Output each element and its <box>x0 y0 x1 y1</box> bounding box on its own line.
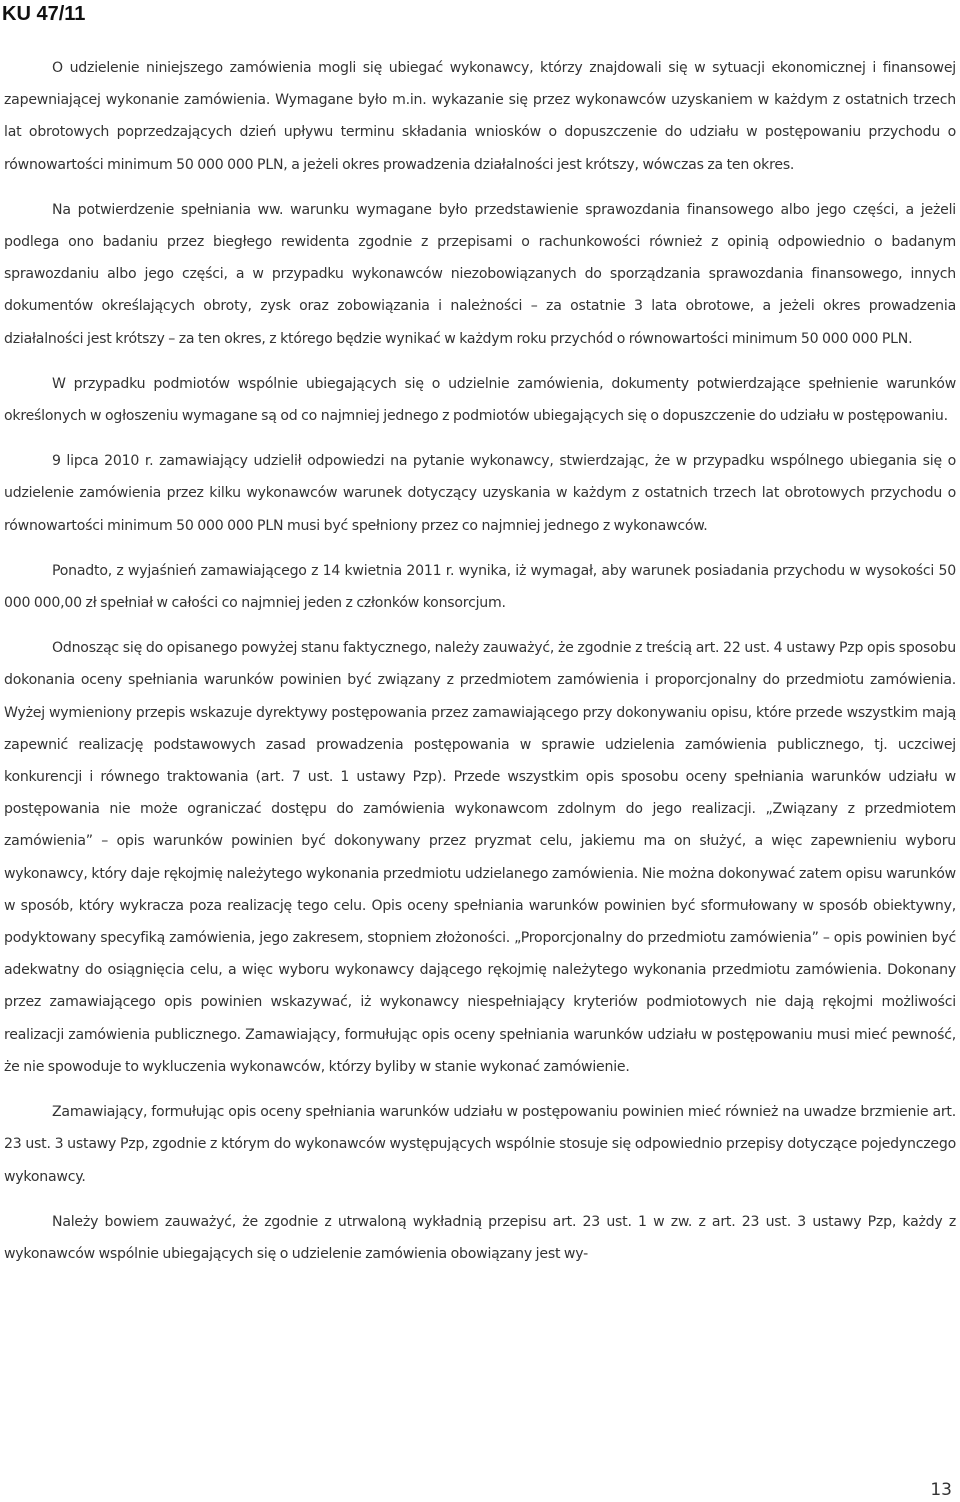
paragraph-eligibility: O udzielenie niniejszego zamówienia mogli się ubiegać wykonawcy, którzy znajdowali się w sytuacji ekonomicznej i finansowej zapewniającej wykonanie zamówienia. Wymagane było m.in. wykazanie się przez wykonawców uzyskaniem w każdym z ostatnich trzech lat obrotowych poprzedzających dzień upływu terminu składania wniosków o dopuszczenie do udziału w postępowaniu przychodu o równowartości minimum 50 000 000 PLN, a jeżeli okres prowadzenia działalności jest krótszy, wówczas za ten okres. <box>4 60 956 173</box>
paragraph-joint-bidders: W przypadku podmiotów wspólnie ubiegających się o udzielnie zamówienia, dokumenty potwierdzające spełnienie warunków określonych w ogłoszeniu wymagane są od co najmniej jednego z podmiotów ubiegających się o dopuszczenie do udziału w postępowaniu. <box>4 375 956 425</box>
page-number: 13 <box>930 1480 952 1500</box>
paragraph-explanation-2011: Ponadto, z wyjaśnień zamawiającego z 14 kwietnia 2011 r. wynika, iż wymagał, aby warunek posiadania przychodu w wysokości 50 000 000,00 zł spełniał w całości co najmniej jeden z członków konsorcjum. <box>4 562 956 612</box>
paragraph-legal-analysis: Odnosząc się do opisanego powyżej stanu faktycznego, należy zauważyć, że zgodnie z treścią art. 22 ust. 4 ustawy Pzp opis sposobu dokonania oceny spełniania warunków powinien być związany z przedmiotem zamówienia i proporcjonalny do przedmiotu zamówienia. Wyżej wymieniony przepis wskazuje dyrektywy postępowania przez zamawiającego przy dokonywaniu opisu, które przede wszystkim mają zapewnić realizację podstawowych zasad prowadzenia postępowania w sprawie udzielenia zamówienia publicznego, tj. uczciwej konkurencji i równego traktowania (art. 7 ust. 1 ustawy Pzp). Przede wszystkim opis sposobu oceny spełniania warunków udziału w postępowania nie może ograniczać dostępu do zamówienia wykonawcom zdolnym do jego realizacji. „Związany z przedmiotem zamówienia” – opis warunków powinien być dokonywany przez pryzmat celu, jakiemu ma on służyć, a więc zapewnieniu wyboru wykonawcy, który daje rękojmię należytego wykonania przedmiotu udzielanego zamówienia. Nie można dokonywać zatem opisu warunków w sposób, który wykracza poza realizację tego celu. Opis oceny spełniania warunków powinien być sformułowany w sposób obiektywny, podyktowany specyfiką zamówienia, jego zakresem, stopniem złożoności. „Proporcjonalny do przedmiotu zamówienia” – opis powinien być adekwatny do osiągnięcia celu, a więc wyboru wykonawcy dającego rękojmię należytego wykonania przedmiotu zamówienia. Dokonany przez zamawiającego opis powinien wskazywać, iż wykonawcy niespełniający kryteriów podmiotowych nie dają rękojmi możliwości realizacji zamówienia publicznego. Zamawiający, formułując opis oceny spełniania warunków udziału w postępowaniu musi mieć pewność, że nie spowoduje to wykluczenia wykonawców, którzy byliby w stanie wykonać zamówienie. <box>4 640 956 1075</box>
paragraph-art-23-ust-3: Zamawiający, formułując opis oceny spełniania warunków udziału w postępowaniu powinien mieć również na uwadze brzmienie art. 23 ust. 3 ustawy Pzp, zgodnie z którym do wykonawców występujących wspólnie stosuje się odpowiednio przepisy dotyczące pojedynczego wykonawcy. <box>4 1104 956 1185</box>
document-body <box>4 52 956 1270</box>
paragraph-required-documents: Na potwierdzenie spełniania ww. warunku wymagane było przedstawienie sprawozdania finansowego albo jego części, a jeżeli podlega ono badaniu przez biegłego rewidenta zgodnie z przepisami o rachunkowości również z opinią odpowiednio o badanym sprawozdaniu albo jego części, a w przypadku wykonawców niezobowiązanych do sporządzania sprawozdania finansowego, innych dokumentów określających obroty, zysk oraz zobowiązania i należności – za ostatnie 3 lata obrotowe, a jeżeli okres prowadzenia działalności jest krótszy – za ten okres, z którego będzie wynikać w każdym roku przychód o równowartości minimum 50 000 000 PLN. <box>4 201 956 347</box>
document-id-header: KU 47/11 <box>2 3 86 25</box>
paragraph-interpretation: Należy bowiem zauważyć, że zgodnie z utrwaloną wykładnią przepisu art. 23 ust. 1 w zw. z art. 23 ust. 3 ustawy Pzp, każdy z wykonawców wspólnie ubiegających się o udzielenie zamówienia obowiązany jest wy- <box>4 1213 956 1262</box>
paragraph-answer-2010: 9 lipca 2010 r. zamawiający udzielił odpowiedzi na pytanie wykonawcy, stwierdzając, że w przypadku wspólnego ubiegania się o udzielenie zamówienia przez kilku wykonawców warunek dotyczący uzyskania w każdym z ostatnich trzech lat obrotowych przychodu o równowartości minimum 50 000 000 PLN musi być spełniony przez co najmniej jednego z wykonawców. <box>4 453 956 534</box>
